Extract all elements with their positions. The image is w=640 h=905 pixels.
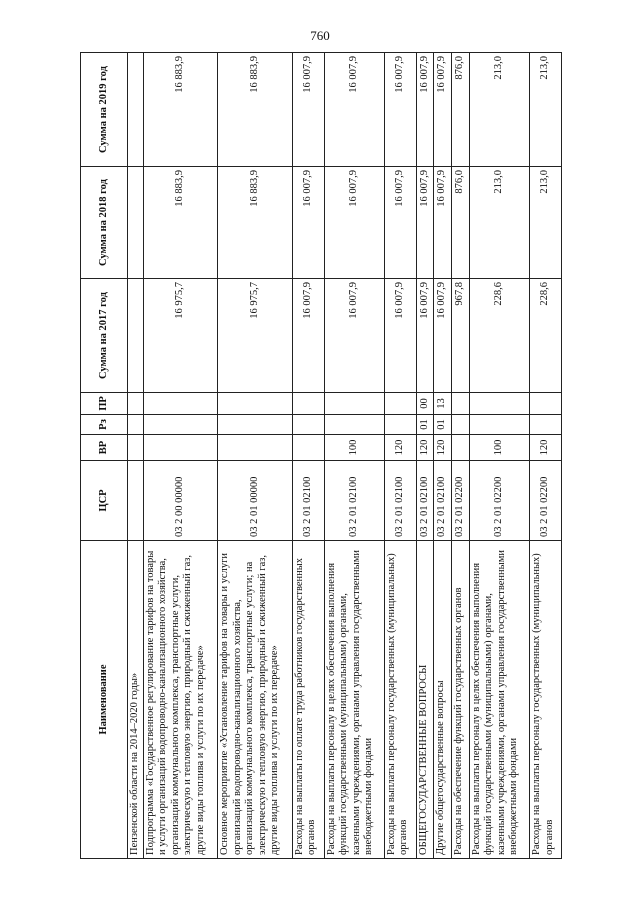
cell-sum-2018: 876,0 [452, 167, 470, 279]
cell-pr [324, 393, 384, 415]
cell-rz [143, 415, 218, 435]
cell-vr: 120 [384, 435, 416, 461]
cell-sum-2019 [128, 53, 144, 167]
cell-sum-2017: 16 007,9 [434, 279, 452, 393]
cell-name: Расходы на выплаты по оплате труда работников государственных органов [292, 541, 324, 859]
cell-csr: 03 2 01 02100 [384, 461, 416, 541]
table-row [143, 53, 218, 859]
cell-rz [218, 415, 293, 435]
cell-vr: 120 [416, 435, 434, 461]
cell-sum-2017: 16 007,9 [384, 279, 416, 393]
cell-csr: 03 2 01 00000 [218, 461, 293, 541]
cell-csr: 03 2 01 02200 [452, 461, 470, 541]
cell-sum-2019: 16 007,9 [416, 53, 434, 167]
header-pr: ПР [81, 393, 128, 415]
cell-sum-2017: 16 975,7 [143, 279, 218, 393]
cell-pr [469, 393, 529, 415]
cell-csr: 03 2 01 02100 [324, 461, 384, 541]
cell-sum-2018: 16 007,9 [434, 167, 452, 279]
budget-table [80, 52, 562, 859]
table-row [434, 53, 452, 859]
cell-pr: 13 [434, 393, 452, 415]
header-vr: ВР [81, 435, 128, 461]
cell-vr [452, 435, 470, 461]
cell-name: Расходы на выплаты персоналу государственных (муниципальных) органов [530, 541, 562, 859]
cell-sum-2018 [128, 167, 144, 279]
cell-sum-2017: 16 975,7 [218, 279, 293, 393]
cell-sum-2017: 228,6 [530, 279, 562, 393]
table-row [384, 53, 416, 859]
header-csr: ЦСР [81, 461, 128, 541]
table-row [292, 53, 324, 859]
cell-pr [530, 393, 562, 415]
cell-sum-2018: 16 883,9 [218, 167, 293, 279]
cell-sum-2019: 16 007,9 [324, 53, 384, 167]
cell-sum-2019: 16 007,9 [384, 53, 416, 167]
header-sum-2019: Сумма на 2019 год [81, 53, 128, 167]
cell-vr: 100 [469, 435, 529, 461]
cell-vr [292, 435, 324, 461]
cell-name: Пензенской области на 2014–2020 годы» [128, 541, 144, 859]
table-row [416, 53, 434, 859]
cell-sum-2019: 16 007,9 [292, 53, 324, 167]
cell-pr [128, 393, 144, 415]
cell-name: Расходы на выплаты персоналу государственных (муниципальных) органов [384, 541, 416, 859]
cell-name: Расходы на выплаты персоналу в целях обеспечения выполнения функций государственными (муниципальными) органами, казенными учреждениями, органами управления государственными внебюджетными фондами [324, 541, 384, 859]
cell-sum-2019: 213,0 [469, 53, 529, 167]
cell-pr [452, 393, 470, 415]
page-number: 760 [310, 28, 330, 43]
cell-vr [128, 435, 144, 461]
cell-csr: 03 2 01 02100 [416, 461, 434, 541]
cell-name: Основное мероприятие «Установление тарифов на товары и услуги организаций водопроводно-канализационного хозяйства, организаций коммунального комплекса, транспортные услуги; на электрическую и тепловую энергию, природный и сжиженный газ, другие виды топлива и услуги по их передаче» [218, 541, 293, 859]
cell-sum-2018: 16 883,9 [143, 167, 218, 279]
cell-name: Подпрограмма «Государственное регулирование тарифов на товары и услуги организаций водопроводно-канализационного хозяйства, организаций коммунального комплекса, транспортные услуги, электрическую и тепловую энергию, природный и сжиженный газ, другие виды топлива и услуги по их передаче» [143, 541, 218, 859]
cell-sum-2018: 213,0 [530, 167, 562, 279]
cell-pr [143, 393, 218, 415]
cell-sum-2018: 16 007,9 [384, 167, 416, 279]
table-row [218, 53, 293, 859]
cell-csr: 03 2 01 02200 [469, 461, 529, 541]
cell-sum-2017: 16 007,9 [416, 279, 434, 393]
cell-pr [292, 393, 324, 415]
cell-name: ОБЩЕГОСУДАРСТВЕННЫЕ ВОПРОСЫ [416, 541, 434, 859]
table-row [324, 53, 384, 859]
cell-rz [452, 415, 470, 435]
table-row [469, 53, 529, 859]
header-rz: Рз [81, 415, 128, 435]
cell-csr: 03 2 01 02100 [292, 461, 324, 541]
cell-pr [384, 393, 416, 415]
cell-vr: 120 [530, 435, 562, 461]
table-row [128, 53, 144, 859]
cell-sum-2019: 876,0 [452, 53, 470, 167]
cell-vr: 120 [434, 435, 452, 461]
table-header-row [81, 53, 128, 859]
cell-sum-2019: 16 883,9 [218, 53, 293, 167]
cell-rz [128, 415, 144, 435]
cell-rz [384, 415, 416, 435]
cell-rz [324, 415, 384, 435]
cell-rz [530, 415, 562, 435]
cell-pr: 00 [416, 393, 434, 415]
cell-sum-2019: 16 883,9 [143, 53, 218, 167]
cell-rz: 01 [434, 415, 452, 435]
cell-csr: 03 2 01 02100 [434, 461, 452, 541]
header-sum-2018: Сумма на 2018 год [81, 167, 128, 279]
cell-vr [143, 435, 218, 461]
cell-sum-2019: 16 007,9 [434, 53, 452, 167]
cell-name: Другие общегосударственные вопросы [434, 541, 452, 859]
header-name: Наименование [81, 541, 128, 859]
cell-sum-2018: 16 007,9 [292, 167, 324, 279]
cell-name: Расходы на обеспечение функций государственных органов [452, 541, 470, 859]
cell-rz: 01 [416, 415, 434, 435]
cell-sum-2017: 228,6 [469, 279, 529, 393]
cell-sum-2017 [128, 279, 144, 393]
cell-sum-2018: 213,0 [469, 167, 529, 279]
cell-csr: 03 2 01 02200 [530, 461, 562, 541]
cell-sum-2018: 16 007,9 [324, 167, 384, 279]
rotated-table-wrapper [80, 53, 562, 859]
cell-sum-2017: 967,8 [452, 279, 470, 393]
header-sum-2017: Сумма на 2017 год [81, 279, 128, 393]
cell-sum-2018: 16 007,9 [416, 167, 434, 279]
cell-vr: 100 [324, 435, 384, 461]
table-row [530, 53, 562, 859]
cell-csr: 03 2 00 00000 [143, 461, 218, 541]
cell-sum-2017: 16 007,9 [292, 279, 324, 393]
cell-csr [128, 461, 144, 541]
cell-sum-2017: 16 007,9 [324, 279, 384, 393]
cell-pr [218, 393, 293, 415]
cell-rz [469, 415, 529, 435]
cell-rz [292, 415, 324, 435]
cell-name: Расходы на выплаты персоналу в целях обеспечения выполнения функций государственными (муниципальными) органами, казенными учреждениями, органами управления государственными внебюджетными фондами [469, 541, 529, 859]
cell-sum-2019: 213,0 [530, 53, 562, 167]
table-row [452, 53, 470, 859]
cell-vr [218, 435, 293, 461]
